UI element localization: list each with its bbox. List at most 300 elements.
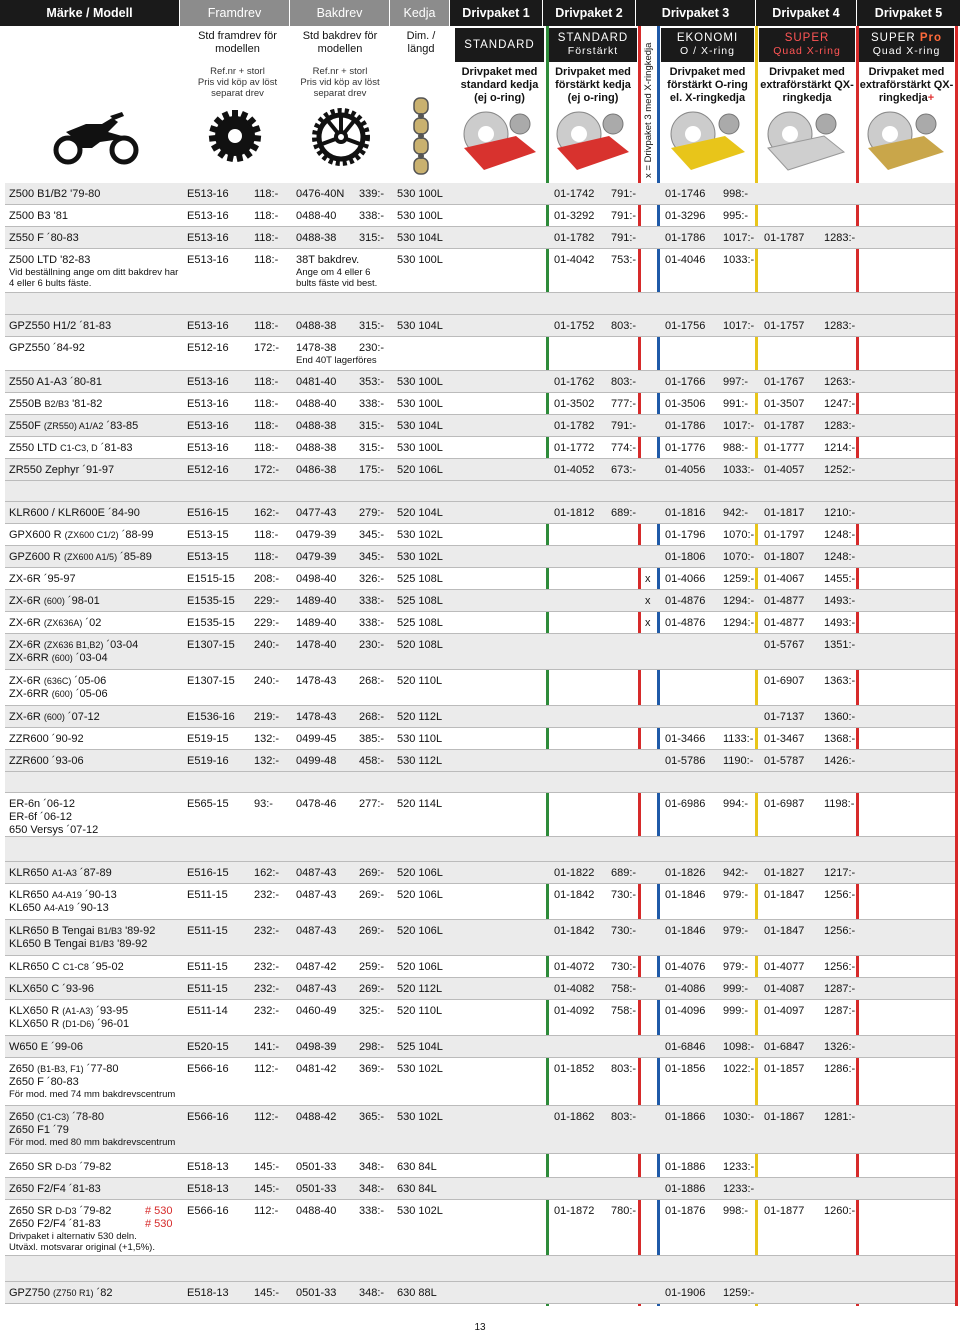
- table-row[interactable]: [5, 884, 955, 920]
- p4-kit-ref: 01-4077: [764, 961, 805, 973]
- header-p1: Drivpaket 1: [450, 0, 543, 26]
- chain-spec: 530 102L: [397, 1205, 443, 1217]
- rear-sprocket-ref: 1478-38: [296, 342, 337, 354]
- front-sprocket-price: 162:-: [254, 507, 280, 519]
- p3-kit-price: 1022:-: [723, 1063, 755, 1075]
- model-cell: [9, 884, 117, 919]
- front-sprocket-price: 219:-: [254, 711, 280, 723]
- p4-kit-ref: 01-6847: [764, 1041, 805, 1053]
- p4-kit-ref: 01-5767: [764, 639, 805, 651]
- rear-sprocket-price: 175:-: [359, 464, 385, 476]
- p4-kit-ref: 01-1767: [764, 376, 805, 388]
- model-line: [9, 320, 111, 333]
- model-variant: (ZX600 A1/5): [64, 552, 118, 562]
- table-row[interactable]: [5, 315, 955, 337]
- p4-description: Drivpaket med extraförstärkt QX-ringkedja: [760, 66, 854, 104]
- table-row[interactable]: [5, 793, 955, 837]
- model-name: KLR650: [9, 867, 49, 879]
- front-sprocket-price: 118:-: [254, 232, 279, 244]
- model-name: Z650 F2/F4 ´81-83: [9, 1218, 101, 1230]
- model-name: ER-6n ´06-12: [9, 798, 76, 810]
- front-price-label: Pris vid köp av löst separat drev: [197, 77, 278, 99]
- rear-sprocket-ref: 0498-39: [296, 1041, 337, 1053]
- model-note: För mod. med 74 mm bakdrevscentrum: [9, 1089, 176, 1100]
- rear-sprocket-ref: 0479-39: [296, 529, 337, 541]
- front-sprocket-ref: E519-16: [187, 755, 229, 767]
- table-row[interactable]: [5, 227, 955, 249]
- model-years: ´02: [85, 617, 102, 629]
- model-variant: B1/B3: [97, 926, 123, 936]
- model-cell: [9, 337, 85, 370]
- motorcycle-icon: [52, 110, 140, 166]
- front-sprocket-ref: E513-16: [187, 210, 229, 222]
- model-line: [9, 617, 101, 630]
- model-name: Z650 SR: [9, 1205, 53, 1217]
- table-row[interactable]: [5, 706, 955, 728]
- model-years: ´03-04: [75, 652, 108, 664]
- model-name: GPZ600 R: [9, 551, 61, 563]
- chain-spec: 530 100L: [397, 210, 443, 222]
- model-line: [9, 1041, 83, 1054]
- p3-kit-ref: 01-3466: [665, 733, 706, 745]
- p2-kit-price: 753:-: [611, 254, 637, 266]
- rear-sprocket-price: 348:-: [359, 1161, 385, 1173]
- rear-sprocket-ref: 0487-43: [296, 889, 337, 901]
- p3-kit-ref: 01-1846: [665, 889, 706, 901]
- p4-kit-ref: 01-4877: [764, 617, 805, 629]
- rear-sprocket-cell: [296, 502, 385, 523]
- chain-spec: 530 100L: [397, 376, 443, 388]
- front-sprocket-price: 232:-: [254, 889, 280, 901]
- p3-kit-price: 1033:-: [723, 464, 755, 476]
- p4-kit-ref: 01-1817: [764, 507, 805, 519]
- rear-sprocket-price: 230:-: [359, 342, 385, 354]
- p4-kit-ref: 01-4067: [764, 573, 805, 585]
- p3-kit-ref: 01-1816: [665, 507, 706, 519]
- model-line: [9, 342, 85, 355]
- model-variant: (D1-D6): [62, 1019, 95, 1029]
- model-line: [9, 398, 102, 411]
- table-row[interactable]: [5, 249, 955, 293]
- model-line: [9, 529, 154, 542]
- rear-sprocket-cell: [296, 884, 385, 919]
- model-line: [9, 811, 98, 824]
- p3-kit-ref: 01-4086: [665, 983, 706, 995]
- table-row[interactable]: [5, 1000, 955, 1036]
- model-variant: A4-A19: [51, 890, 82, 900]
- rear-sprocket-ref: 0481-42: [296, 1063, 337, 1075]
- model-name: KL650 B Tengai: [9, 938, 87, 950]
- model-years: ´77-80: [86, 1063, 119, 1075]
- p2-kit-ref: 01-1872: [554, 1205, 595, 1217]
- model-cell: [9, 634, 138, 669]
- p4-kit-price: 1281:-: [824, 1111, 856, 1123]
- model-cell: [9, 249, 181, 292]
- table-row[interactable]: [5, 634, 955, 670]
- rear-sprocket-price: 338:-: [359, 595, 385, 607]
- model-years: ´82: [96, 1287, 113, 1299]
- p4-kit-price: 1248:-: [824, 551, 856, 563]
- table-row[interactable]: [5, 546, 955, 568]
- brand-ekonomi: EKONOMI O / X-ring: [661, 28, 754, 62]
- rear-sprocket-ref: 0488-38: [296, 320, 337, 332]
- p4-kit-price: 1252:-: [824, 464, 856, 476]
- header-p5: Drivpaket 5: [857, 0, 960, 26]
- rear-sprocket-price: 269:-: [359, 889, 385, 901]
- p3-kit-price: 1294:-: [723, 617, 755, 629]
- p2-kit-price: 689:-: [611, 507, 637, 519]
- model-variant: (600): [43, 596, 65, 606]
- model-cell: [9, 1200, 181, 1255]
- chain-spec: 520 104L: [397, 507, 443, 519]
- front-sprocket-price: 172:-: [254, 464, 280, 476]
- rear-sprocket-cell: [296, 249, 392, 292]
- model-cell: [9, 524, 154, 545]
- front-sprocket-price: 132:-: [254, 733, 280, 745]
- p4-kit-price: 1210:-: [824, 507, 856, 519]
- p4-kit-price: 1217:-: [824, 867, 856, 879]
- p3-kit-price: 1259:-: [723, 1287, 755, 1299]
- front-sprocket-icon: [207, 108, 263, 164]
- rear-sprocket-ref: 0498-40: [296, 573, 337, 585]
- front-sprocket-price: 118:-: [254, 420, 279, 432]
- p2-kit-ref: 01-1822: [554, 867, 595, 879]
- front-sprocket-price: 162:-: [254, 867, 280, 879]
- p4-kit-ref: 01-4877: [764, 595, 805, 607]
- p2-kit-ref: 01-1782: [554, 420, 595, 432]
- model-years: ´07-12: [67, 711, 100, 723]
- p3-kit-price: 999:-: [723, 1005, 749, 1017]
- p4-kit-ref: 01-1847: [764, 925, 805, 937]
- front-sprocket-price: 232:-: [254, 1005, 280, 1017]
- rear-sprocket-cell: [296, 612, 385, 633]
- table-row[interactable]: [5, 459, 955, 481]
- rear-sprocket-cell: [296, 978, 385, 999]
- table-row[interactable]: [5, 956, 955, 978]
- front-ref-label: Ref.nr + storl: [210, 66, 265, 77]
- rear-sprocket-note: Ange om 4 eller 6 bults fäste vid best.: [296, 267, 378, 289]
- model-note: Utväxl. motsvarar original (+1,5%).: [9, 1242, 155, 1253]
- rear-sprocket-price: 348:-: [359, 1287, 385, 1299]
- rear-sprocket-price: 268:-: [359, 711, 385, 723]
- p3-kit-price: 1133:-: [723, 733, 754, 745]
- chain-spec: 630 84L: [397, 1183, 437, 1195]
- p3-kit-ref: 01-1846: [665, 925, 706, 937]
- model-line: [9, 1218, 181, 1231]
- front-sprocket-ref: E511-15: [187, 961, 228, 973]
- model-name: ZX-6R: [9, 711, 41, 723]
- page-number: 13: [474, 1322, 486, 1333]
- chain-spec: 530 104L: [397, 320, 443, 332]
- model-cell: [9, 862, 112, 883]
- table-row[interactable]: [5, 337, 955, 371]
- table-row[interactable]: [5, 524, 955, 546]
- front-sprocket-ref: E566-16: [187, 1205, 229, 1217]
- x-ring-marker: x: [645, 573, 651, 585]
- p3-kit-price: 994:-: [723, 798, 749, 810]
- p2-kit-price: 791:-: [611, 210, 637, 222]
- table-row[interactable]: [5, 1036, 955, 1058]
- rear-sprocket-ref: 0487-43: [296, 925, 337, 937]
- rear-sprocket-price: 315:-: [359, 420, 385, 432]
- rear-sprocket-cell: [296, 459, 385, 480]
- front-sprocket-ref: E513-15: [187, 529, 229, 541]
- model-name: 650 Versys ´07-12: [9, 824, 99, 836]
- p2-kit-ref: 01-1842: [554, 889, 595, 901]
- p3-kit-ref: 01-1756: [665, 320, 706, 332]
- model-years: ´96-01: [97, 1018, 130, 1030]
- p4-kit-ref: 01-6907: [764, 675, 805, 687]
- p3-kit-price: 1098:-: [723, 1041, 755, 1053]
- rear-sprocket-price: 338:-: [359, 398, 385, 410]
- model-years: '81-82: [72, 398, 103, 410]
- rear-sprocket-price: 345:-: [359, 529, 385, 541]
- p2-kit-price: 791:-: [611, 232, 637, 244]
- table-row[interactable]: [5, 920, 955, 956]
- rear-sprocket-ref: 0499-48: [296, 755, 337, 767]
- p3-kit-ref: 01-4076: [665, 961, 706, 973]
- model-variant: B2/B3: [44, 399, 70, 409]
- model-name: Z550 A1-A3 ´80-81: [9, 376, 102, 388]
- chain-spec: 530 104L: [397, 232, 443, 244]
- model-cell: [9, 978, 94, 999]
- model-variant: (ZX636A): [43, 618, 83, 628]
- table-row[interactable]: [5, 1156, 955, 1178]
- p2-kit-price: 777:-: [611, 398, 637, 410]
- rear-sprocket-ref: 0501-33: [296, 1183, 337, 1195]
- rear-sprocket-cell: [296, 793, 385, 836]
- model-line: [9, 675, 108, 688]
- x-note-vertical: x = Drivpaket 3 med X-ringkedja: [643, 42, 654, 178]
- model-cell: [9, 590, 100, 611]
- front-sprocket-price: 145:-: [254, 1183, 280, 1195]
- model-name: ZX-6R: [9, 617, 41, 629]
- rear-sprocket-price: 269:-: [359, 925, 385, 937]
- table-row[interactable]: [5, 978, 955, 1000]
- model-name: ZX-6RR: [9, 688, 49, 700]
- table-row[interactable]: [5, 728, 955, 750]
- p4-kit-ref: 01-6987: [764, 798, 805, 810]
- p3-kit-ref: 01-4046: [665, 254, 706, 266]
- model-name: KLX650 R: [9, 1005, 60, 1017]
- p4-kit-price: 1287:-: [824, 983, 856, 995]
- rear-sprocket-price: 259:-: [359, 961, 385, 973]
- model-line: [9, 1111, 181, 1124]
- front-sprocket-ref: E511-14: [187, 1005, 228, 1017]
- model-cell: [9, 1178, 101, 1199]
- p4-kit-price: 1286:-: [824, 1063, 856, 1075]
- rear-sprocket-price: 348:-: [359, 1183, 385, 1195]
- model-alt-chain: # 530: [145, 1218, 173, 1230]
- front-sprocket-ref: E566-16: [187, 1111, 229, 1123]
- model-cell: [9, 793, 98, 836]
- table-row[interactable]: [5, 568, 955, 590]
- front-sprocket-ref: E513-15: [187, 551, 229, 563]
- model-variant: D-D3: [55, 1162, 77, 1172]
- model-name: Z650 SR: [9, 1161, 53, 1173]
- front-sprocket-price: 112:-: [254, 1111, 279, 1123]
- p2-kit-price: 780:-: [611, 1205, 637, 1217]
- rear-sprocket-cell: [296, 568, 385, 589]
- chain-spec: 525 108L: [397, 617, 443, 629]
- model-years: ´88-99: [121, 529, 154, 541]
- model-variant: (636C): [43, 676, 72, 686]
- model-cell: [9, 568, 76, 589]
- p3-kit-price: 979:-: [723, 961, 749, 973]
- rear-sprocket-cell: [296, 634, 385, 669]
- front-sprocket-ref: E516-15: [187, 507, 229, 519]
- model-line: [9, 961, 124, 974]
- p4-kit-price: 1326:-: [824, 1041, 856, 1053]
- rear-sprocket-cell: [296, 1058, 385, 1105]
- p3-kit-ref: 01-4066: [665, 573, 706, 585]
- front-sprocket-ref: E512-16: [187, 464, 229, 476]
- model-line: [9, 595, 100, 608]
- p3-kit-price: 979:-: [723, 925, 749, 937]
- p2-kit-price: 758:-: [611, 983, 637, 995]
- chain-spec: 630 88L: [397, 1287, 437, 1299]
- p4-kit-ref: 01-3467: [764, 733, 805, 745]
- p3-kit-ref: 01-1906: [665, 1287, 706, 1299]
- model-variant: (600): [51, 653, 73, 663]
- rear-sprocket-cell: [296, 706, 385, 727]
- rear-sprocket-ref: 0487-43: [296, 867, 337, 879]
- model-years: ´95-02: [91, 961, 124, 973]
- front-sprocket-price: 145:-: [254, 1161, 280, 1173]
- p3-kit-ref: 01-6986: [665, 798, 706, 810]
- rear-sprocket-price: 269:-: [359, 867, 385, 879]
- table-row[interactable]: [5, 590, 955, 612]
- model-years: '89-92: [117, 938, 148, 950]
- p4-kit-price: 1368:-: [824, 733, 856, 745]
- front-sprocket-ref: E511-15: [187, 889, 228, 901]
- model-variant: (600): [43, 712, 65, 722]
- table-row[interactable]: [5, 1106, 955, 1154]
- front-sprocket-ref: E565-15: [187, 798, 229, 810]
- model-years: ´98-01: [67, 595, 100, 607]
- table-row[interactable]: [5, 1178, 955, 1200]
- rear-sprocket-ref: 1489-40: [296, 617, 337, 629]
- table-row[interactable]: [5, 670, 955, 706]
- x-ring-marker: x: [645, 595, 651, 607]
- p3-kit-ref: 01-1886: [665, 1161, 706, 1173]
- table-row[interactable]: [5, 612, 955, 634]
- model-name: KLX650 R: [9, 1018, 60, 1030]
- p2-kit-price: 803:-: [611, 1063, 637, 1075]
- p3-kit-price: 997:-: [723, 376, 749, 388]
- chain-spec: 520 110L: [397, 675, 443, 687]
- p2-kit-price: 803:-: [611, 376, 637, 388]
- model-line: [9, 824, 98, 837]
- p2-kit-price: 791:-: [611, 420, 637, 432]
- model-years: ´79-82: [79, 1161, 112, 1173]
- p4-kit-price: 1426:-: [824, 755, 856, 767]
- table-row[interactable]: [5, 437, 955, 459]
- model-variant: (B1-B3, F1): [37, 1064, 84, 1074]
- table-row[interactable]: [5, 371, 955, 393]
- model-cell: [9, 1000, 129, 1035]
- table-row[interactable]: [5, 1282, 955, 1304]
- table-row[interactable]: [5, 393, 955, 415]
- front-sprocket-ref: E513-16: [187, 320, 229, 332]
- table-row[interactable]: [5, 415, 955, 437]
- front-sprocket-price: 141:-: [254, 1041, 280, 1053]
- rear-sprocket-ref: 0488-42: [296, 1111, 337, 1123]
- model-name: Z650 F ´80-83: [9, 1076, 79, 1088]
- rear-sprocket-price: 369:-: [359, 1063, 385, 1075]
- model-name: GPZ550 H1/2 ´81-83: [9, 320, 112, 332]
- p2-kit-ref: 01-4042: [554, 254, 595, 266]
- p4-kit-price: 1363:-: [824, 675, 856, 687]
- model-cell: [9, 1282, 113, 1303]
- model-line: [9, 210, 68, 223]
- rear-subheader: Std bakdrev för modellen: [302, 30, 378, 55]
- p4-kit-ref: 01-7137: [764, 711, 805, 723]
- rear-sprocket-cell: [296, 670, 385, 705]
- front-sprocket-ref: E518-13: [187, 1287, 229, 1299]
- rear-sprocket-cell: [296, 956, 385, 977]
- model-cell: [9, 750, 84, 771]
- chain-icon: [408, 96, 434, 176]
- front-sprocket-price: 145:-: [254, 1287, 280, 1299]
- chain-spec: 530 100L: [397, 442, 443, 454]
- front-sprocket-ref: E1535-15: [187, 595, 235, 607]
- header-model: Märke / Modell: [0, 0, 180, 26]
- chain-spec: 525 108L: [397, 595, 443, 607]
- p3-kit-ref: 01-5786: [665, 755, 706, 767]
- rear-sprocket-icon: [310, 106, 372, 168]
- p3-kit-ref: 01-1806: [665, 551, 706, 563]
- model-line: [9, 420, 138, 433]
- front-sprocket-ref: E519-15: [187, 733, 229, 745]
- p4-kit-price: 1283:-: [824, 420, 856, 432]
- front-sprocket-ref: E512-16: [187, 342, 229, 354]
- model-name: Z500 B3 '81: [9, 210, 68, 222]
- p3-kit-price: 998:-: [723, 188, 749, 200]
- p3-kit-ref: 01-1766: [665, 376, 706, 388]
- model-cell: [9, 1156, 111, 1177]
- rear-sprocket-price: 326:-: [359, 573, 385, 585]
- front-sprocket-price: 118:-: [254, 210, 279, 222]
- table-row[interactable]: [5, 1200, 955, 1256]
- p2-description: Drivpaket med förstärkt kedja (ej o-ring): [555, 66, 631, 104]
- p3-kit-price: 1070:-: [723, 529, 755, 541]
- model-line: [9, 1183, 101, 1196]
- model-years: ´05-06: [74, 675, 107, 687]
- p4-kit-ref: 01-4097: [764, 1005, 805, 1017]
- model-cell: [9, 183, 100, 204]
- p3-kit-ref: 01-1886: [665, 1183, 706, 1195]
- table-row[interactable]: [5, 183, 955, 205]
- table-row[interactable]: [5, 1058, 955, 1106]
- p4-kit-price: 1455:-: [824, 573, 856, 585]
- model-variant: (C1-C3): [37, 1112, 70, 1122]
- brand-super: SUPER Quad X-ring: [759, 28, 855, 62]
- rear-sprocket-cell: [296, 1178, 385, 1199]
- p3-kit-price: 995:-: [723, 210, 749, 222]
- table-row[interactable]: [5, 502, 955, 524]
- model-name: KLR650 C: [9, 961, 60, 973]
- table-row[interactable]: [5, 205, 955, 227]
- model-line: [9, 639, 138, 652]
- p3-kit-price: 1017:-: [723, 420, 755, 432]
- p4-kit-price: 1287:-: [824, 1005, 856, 1017]
- table-row[interactable]: [5, 750, 955, 772]
- rear-sprocket-price: 365:-: [359, 1111, 385, 1123]
- table-row[interactable]: [5, 862, 955, 884]
- model-cell: [9, 612, 101, 633]
- table-header: [0, 0, 960, 26]
